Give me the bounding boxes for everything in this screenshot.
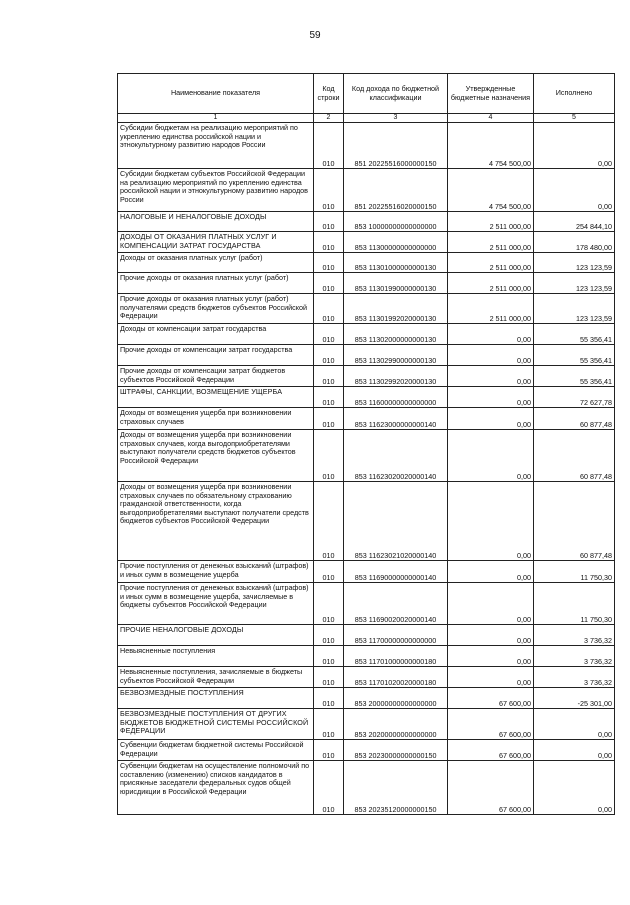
line-code: 010 [314,688,344,709]
table-row [118,387,615,408]
indicator-name: Доходы от возмещения ущерба при возникновении страховых случаев, когда выгодоприобретателями выступают получатели средств бюджетов субъектов Российской Федерации [118,430,314,482]
line-code: 010 [314,408,344,430]
table-row [118,740,615,761]
indicator-name: Прочие поступления от денежных взысканий (штрафов) и иных сумм в возмещение ущерба [118,561,314,583]
executed-amount: 3 736,32 [534,646,615,667]
page-number: 59 [309,30,321,41]
table-row [118,345,615,366]
line-code: 010 [314,324,344,345]
indicator-name: Прочие поступления от денежных взысканий (штрафов) и иных сумм в возмещение ущерба, зачисляемые в бюджеты субъектов Российской Федерации [118,583,314,625]
table-row [118,324,615,345]
approved-amount: 0,00 [448,366,534,387]
table-row [118,761,615,815]
header-income-code: Код дохода по бюджетной классификации [344,74,448,114]
column-number: 1 [118,114,314,123]
indicator-name: ПРОЧИЕ НЕНАЛОГОВЫЕ ДОХОДЫ [118,625,314,646]
approved-amount: 67 600,00 [448,761,534,815]
indicator-name: Доходы от возмещения ущерба при возникновении страховых случаев [118,408,314,430]
line-code: 010 [314,212,344,232]
table-row [118,232,615,253]
approved-amount: 67 600,00 [448,688,534,709]
indicator-name: Субсидии бюджетам на реализацию мероприятий по укреплению единства российской нации и этнокультурному развитию народов России [118,123,314,169]
income-code: 853 11623021020000140 [344,482,448,561]
executed-amount: 0,00 [534,740,615,761]
table-row [118,294,615,324]
line-code: 010 [314,345,344,366]
line-code: 010 [314,482,344,561]
approved-amount: 2 511 000,00 [448,273,534,294]
line-code: 010 [314,169,344,212]
indicator-name: БЕЗВОЗМЕЗДНЫЕ ПОСТУПЛЕНИЯ [118,688,314,709]
table-header-row [118,74,615,114]
indicator-name: Субсидии бюджетам субъектов Российской Федерации на реализацию мероприятий по укреплению единства российской нации и этнокультурному развитию народов России [118,169,314,212]
indicator-name: Прочие доходы от оказания платных услуг (работ) [118,273,314,294]
line-code: 010 [314,761,344,815]
executed-amount: 55 356,41 [534,345,615,366]
line-code: 010 [314,740,344,761]
line-code: 010 [314,646,344,667]
executed-amount: 0,00 [534,709,615,740]
approved-amount: 2 511 000,00 [448,232,534,253]
income-code: 853 20235120000000150 [344,761,448,815]
header-approved: Утвержденные бюджетные назначения [448,74,534,114]
table-row [118,273,615,294]
approved-amount: 2 511 000,00 [448,294,534,324]
income-code: 853 11301990000000130 [344,273,448,294]
income-code: 853 11302992020000130 [344,366,448,387]
executed-amount: 72 627,78 [534,387,615,408]
line-code: 010 [314,366,344,387]
table-row [118,430,615,482]
approved-amount: 0,00 [448,387,534,408]
header-executed: Исполнено [534,74,615,114]
line-code: 010 [314,123,344,169]
executed-amount: 60 877,48 [534,408,615,430]
line-code: 010 [314,232,344,253]
executed-amount: 11 750,30 [534,583,615,625]
income-code: 853 11701020020000180 [344,667,448,688]
column-number: 2 [314,114,344,123]
column-number: 5 [534,114,615,123]
executed-amount: 254 844,10 [534,212,615,232]
executed-amount: 178 480,00 [534,232,615,253]
line-code: 010 [314,667,344,688]
line-code: 010 [314,253,344,273]
income-code: 853 20000000000000000 [344,688,448,709]
line-code: 010 [314,625,344,646]
table-row [118,123,615,169]
income-code: 853 11301000000000130 [344,253,448,273]
income-code: 853 20230000000000150 [344,740,448,761]
approved-amount: 0,00 [448,482,534,561]
executed-amount: -25 301,00 [534,688,615,709]
indicator-name: Субвенции бюджетам на осуществление полномочий по составлению (изменению) списков кандидатов в присяжные заседатели федеральных судов общей юрисдикции в Российской Федерации [118,761,314,815]
executed-amount: 11 750,30 [534,561,615,583]
income-code: 853 11302990000000130 [344,345,448,366]
executed-amount: 123 123,59 [534,273,615,294]
indicator-name: Доходы от оказания платных услуг (работ) [118,253,314,273]
table-row [118,366,615,387]
indicator-name: ШТРАФЫ, САНКЦИИ, ВОЗМЕЩЕНИЕ УЩЕРБА [118,387,314,408]
executed-amount: 55 356,41 [534,366,615,387]
indicator-name: Прочие доходы от компенсации затрат государства [118,345,314,366]
income-code: 851 20225516020000150 [344,169,448,212]
line-code: 010 [314,273,344,294]
line-code: 010 [314,583,344,625]
revenue-table [117,73,615,815]
approved-amount: 0,00 [448,345,534,366]
indicator-name: Невыясненные поступления, зачисляемые в бюджеты субъектов Российской Федерации [118,667,314,688]
indicator-name: ДОХОДЫ ОТ ОКАЗАНИЯ ПЛАТНЫХ УСЛУГ И КОМПЕНСАЦИИ ЗАТРАТ ГОСУДАРСТВА [118,232,314,253]
income-code: 853 11302000000000130 [344,324,448,345]
income-code: 853 11623000000000140 [344,408,448,430]
table-row [118,482,615,561]
executed-amount: 3 736,32 [534,625,615,646]
income-code: 851 20225516000000150 [344,123,448,169]
approved-amount: 0,00 [448,583,534,625]
income-code: 853 11301992020000130 [344,294,448,324]
indicator-name: БЕЗВОЗМЕЗДНЫЕ ПОСТУПЛЕНИЯ ОТ ДРУГИХ БЮДЖЕТОВ БЮДЖЕТНОЙ СИСТЕМЫ РОССИЙСКОЙ ФЕДЕРАЦИИ [118,709,314,740]
column-number: 4 [448,114,534,123]
table-row [118,583,615,625]
income-code: 853 11600000000000000 [344,387,448,408]
executed-amount: 0,00 [534,761,615,815]
line-code: 010 [314,561,344,583]
executed-amount: 0,00 [534,169,615,212]
table-row [118,253,615,273]
table-row [118,646,615,667]
table-row [118,408,615,430]
income-code: 853 11701000000000180 [344,646,448,667]
executed-amount: 60 877,48 [534,430,615,482]
approved-amount: 4 754 500,00 [448,169,534,212]
income-code: 853 11690020020000140 [344,583,448,625]
executed-amount: 0,00 [534,123,615,169]
header-line-code: Код строки [314,74,344,114]
income-code: 853 11623020020000140 [344,430,448,482]
table-row [118,667,615,688]
executed-amount: 123 123,59 [534,253,615,273]
table-row [118,169,615,212]
approved-amount: 0,00 [448,561,534,583]
indicator-name: Доходы от возмещения ущерба при возникновении страховых случаев по обязательному страхованию гражданской ответственности, когда выгодоприобретателями выступают получатели средств бюджетов субъектов Российской Федерации [118,482,314,561]
indicator-name: НАЛОГОВЫЕ И НЕНАЛОГОВЫЕ ДОХОДЫ [118,212,314,232]
approved-amount: 2 511 000,00 [448,253,534,273]
indicator-name: Доходы от компенсации затрат государства [118,324,314,345]
header-name: Наименование показателя [118,74,314,114]
column-number-row [118,114,615,123]
approved-amount: 0,00 [448,324,534,345]
indicator-name: Прочие доходы от компенсации затрат бюджетов субъектов Российской Федерации [118,366,314,387]
income-code: 853 10000000000000000 [344,212,448,232]
line-code: 010 [314,430,344,482]
approved-amount: 4 754 500,00 [448,123,534,169]
executed-amount: 55 356,41 [534,324,615,345]
approved-amount: 67 600,00 [448,740,534,761]
table-row [118,212,615,232]
income-code: 853 11700000000000000 [344,625,448,646]
line-code: 010 [314,294,344,324]
executed-amount: 3 736,32 [534,667,615,688]
table-row [118,688,615,709]
approved-amount: 0,00 [448,667,534,688]
approved-amount: 0,00 [448,646,534,667]
indicator-name: Субвенции бюджетам бюджетной системы Российской Федерации [118,740,314,761]
approved-amount: 67 600,00 [448,709,534,740]
approved-amount: 0,00 [448,430,534,482]
column-number: 3 [344,114,448,123]
approved-amount: 0,00 [448,408,534,430]
table-row [118,709,615,740]
indicator-name: Невыясненные поступления [118,646,314,667]
income-code: 853 11300000000000000 [344,232,448,253]
income-code: 853 20200000000000000 [344,709,448,740]
table-row [118,561,615,583]
indicator-name: Прочие доходы от оказания платных услуг (работ) получателями средств бюджетов субъектов Российской Федерации [118,294,314,324]
executed-amount: 123 123,59 [534,294,615,324]
line-code: 010 [314,387,344,408]
income-code: 853 11690000000000140 [344,561,448,583]
table-row [118,625,615,646]
executed-amount: 60 877,48 [534,482,615,561]
approved-amount: 0,00 [448,625,534,646]
line-code: 010 [314,709,344,740]
approved-amount: 2 511 000,00 [448,212,534,232]
